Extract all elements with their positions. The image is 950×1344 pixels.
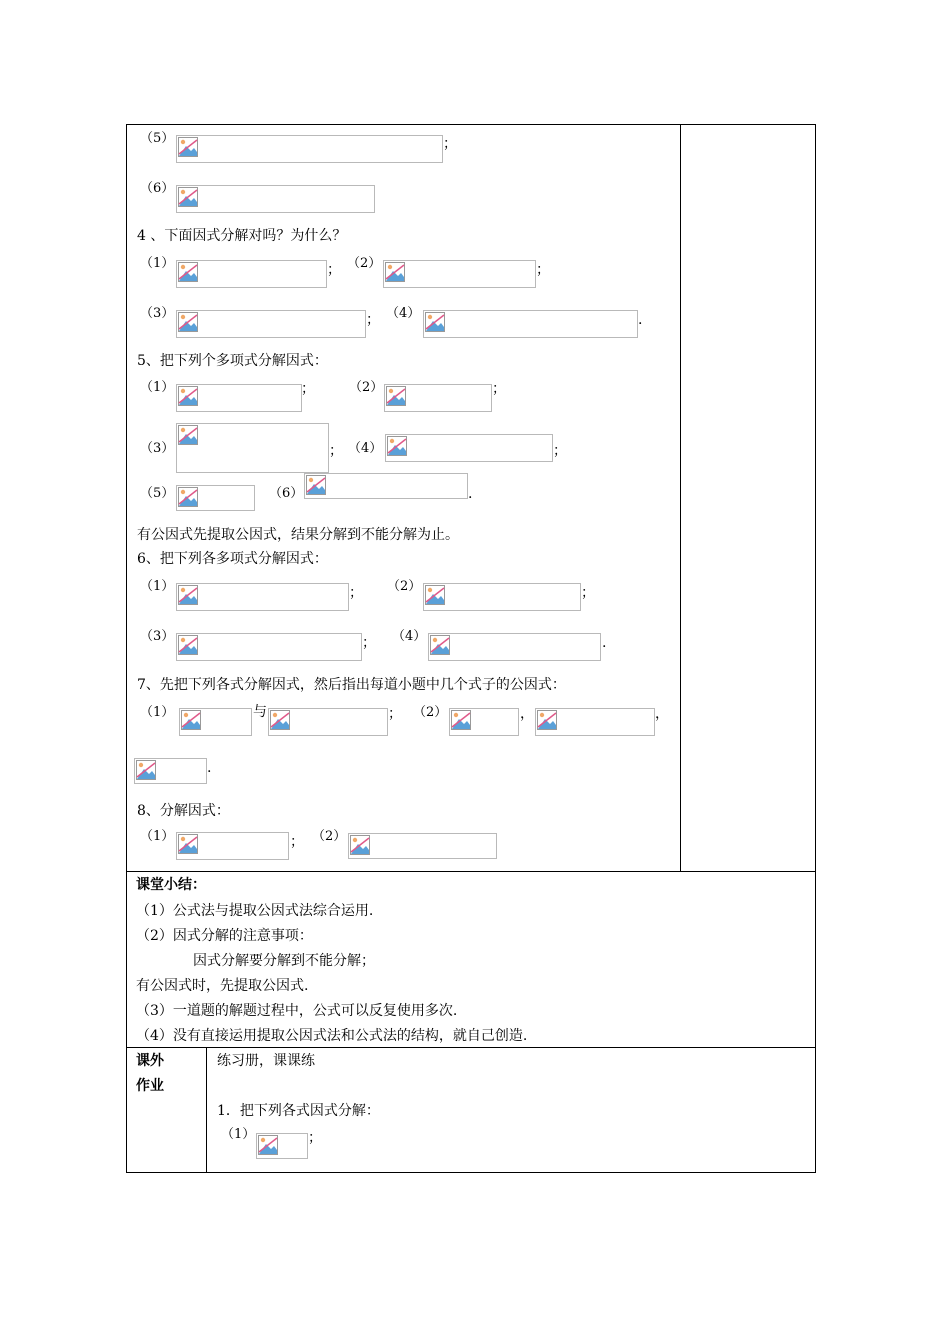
item-number: （4） [392,629,427,644]
semicolon: ； [290,834,304,850]
formula-image [256,1133,308,1159]
semicolon: ； [327,262,341,278]
broken-image-icon [178,487,198,507]
item-number: （2） [349,380,384,395]
item-number: （6） [140,181,175,196]
item-number: （5） [140,486,175,501]
formula-image [176,423,329,473]
broken-image-icon [537,710,557,730]
formula-image [385,434,553,462]
broken-image-icon [451,710,471,730]
comma: ， [520,706,534,722]
semicolon: ； [362,635,376,651]
item-number: （3） [140,629,175,644]
broken-image-icon [178,262,198,282]
semicolon: ； [388,706,402,722]
broken-image-icon [181,710,201,730]
broken-image-icon [385,262,405,282]
broken-image-icon [270,710,290,730]
formula-image [176,260,327,288]
question-8-title: 8、分解因式： [137,803,230,819]
item-number: （1） [221,1127,256,1142]
formula-image [176,135,443,163]
summary-line: （1）公式法与提取公因式法综合运用. [136,903,374,919]
formula-image [535,708,655,736]
semicolon: ； [536,262,550,278]
conjunction-text: 与 [253,704,267,720]
semicolon: ； [366,312,380,328]
period: . [602,635,607,651]
item-number: （5） [140,131,175,146]
formula-image [423,583,581,611]
formula-image [176,310,366,338]
formula-image [423,310,638,338]
summary-line: 有公因式时，先提取公因式. [136,978,309,994]
broken-image-icon [178,386,198,406]
item-number: （3） [140,441,175,456]
summary-line: （3）一道题的解题过程中，公式可以反复使用多次. [136,1003,458,1019]
column-divider [680,124,681,872]
homework-line: 练习册，课课练 [217,1053,315,1069]
formula-image [176,633,362,661]
semicolon: ； [329,443,343,459]
summary-line: 因式分解要分解到不能分解； [193,953,375,969]
broken-image-icon [178,635,198,655]
broken-image-icon [178,834,198,854]
summary-heading: 课堂小结： [136,877,206,893]
row-divider-summary [126,871,816,872]
semicolon: ； [349,585,363,601]
item-number: （6） [269,486,304,501]
broken-image-icon [178,425,198,445]
broken-image-icon [178,585,198,605]
formula-image [384,384,492,412]
table-border-right [815,124,816,1173]
broken-image-icon [350,835,370,855]
formula-image [176,832,289,860]
item-number: （4） [348,441,383,456]
row-divider-homework [126,1047,816,1048]
broken-image-icon [425,585,445,605]
formula-image [134,758,207,784]
item-number: （2） [312,829,347,844]
item-number: （4） [386,306,421,321]
question-6-title: 6、把下列各多项式分解因式： [137,551,328,567]
period: . [638,312,643,328]
formula-image [176,185,375,213]
semicolon: ； [492,381,506,397]
formula-image [176,583,349,611]
period: . [468,486,473,502]
semicolon: ； [301,381,315,397]
broken-image-icon [178,312,198,332]
semicolon: ； [553,443,567,459]
item-number: （2） [387,579,422,594]
note-text: 有公因式先提取公因式，结果分解到不能分解为止。 [137,527,459,543]
semicolon: ； [308,1130,322,1146]
homework-label: 作业 [136,1078,164,1094]
formula-image [449,708,519,736]
broken-image-icon [136,760,156,780]
item-number: （2） [347,256,382,271]
question-4-title: 4 、下面因式分解对吗？为什么？ [137,228,347,244]
item-number: （1） [140,829,175,844]
question-7-title: 7、先把下列各式分解因式，然后指出每道小题中几个式子的公因式： [137,677,566,693]
formula-image [268,708,388,736]
summary-line: （4）没有直接运用提取公因式法和公式法的结构，就自己创造. [136,1028,528,1044]
broken-image-icon [258,1135,278,1155]
formula-image [176,384,302,412]
broken-image-icon [178,187,198,207]
comma: ， [655,706,669,722]
item-number: （1） [140,579,175,594]
table-border-left [126,124,127,1173]
homework-label: 课外 [136,1053,164,1069]
item-number: （2） [413,705,448,720]
broken-image-icon [425,312,445,332]
broken-image-icon [386,386,406,406]
table-border-bottom [126,1172,816,1173]
summary-line: （2）因式分解的注意事项： [136,928,313,944]
item-number: （3） [140,306,175,321]
broken-image-icon [306,475,326,495]
formula-image [304,473,468,499]
broken-image-icon [387,436,407,456]
formula-image [383,260,536,288]
item-number: （1） [140,380,175,395]
homework-label-divider [206,1047,207,1173]
formula-image [179,708,252,736]
question-5-title: 5、把下列个多项式分解因式： [137,353,328,369]
homework-line: 1．把下列各式因式分解： [217,1103,380,1119]
broken-image-icon [430,635,450,655]
period: . [207,760,212,776]
broken-image-icon [178,137,198,157]
formula-image [428,633,601,661]
formula-image [348,833,497,859]
semicolon: ； [443,136,457,152]
formula-image [176,485,255,511]
table-border-top [126,124,816,125]
item-number: （1） [140,705,175,720]
item-number: （1） [140,256,175,271]
semicolon: ； [581,585,595,601]
